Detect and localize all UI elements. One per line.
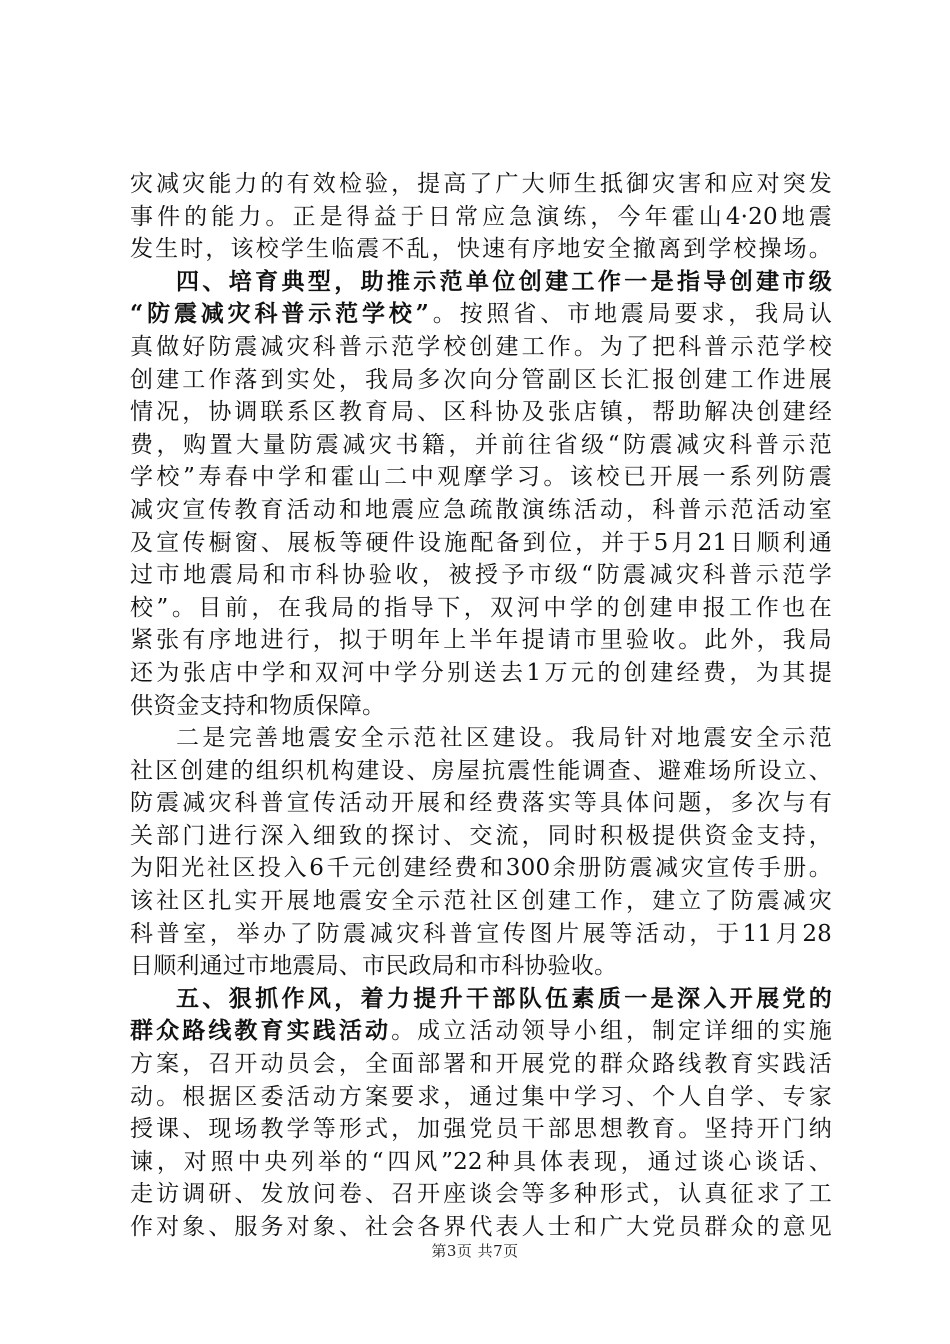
text-line: 灾减灾能力的有效检验，提高了广大师生抵御灾害和应对突发: [130, 171, 832, 197]
text-line: 情况，协调联系区教育局、区科协及张店镇，帮助解决创建经: [130, 399, 832, 426]
text-run: 。成立活动领导小组，制定详细的实施: [391, 1018, 832, 1045]
text-line: 紧张有序地进行，拟于明年上半年提请市里验收。此外，我局: [130, 627, 832, 654]
text-line: 为阳光社区投入6千元创建经费和300余册防震减灾宣传手册。: [130, 855, 832, 882]
text-line-mixed: [130, 298, 832, 331]
page-number-footer: 第3页 共7页: [431, 1242, 519, 1260]
section-subheading-bold: “防震减灾科普示范学校”: [130, 300, 430, 328]
text-line: 减灾宣传教育活动和地震应急疏散演练活动，科普示范活动室: [130, 496, 832, 523]
text-line: 科普室，举办了防震减灾科普宣传图片展等活动，于11月28: [130, 920, 832, 947]
text-line: 发生时，该校学生临震不乱，快速有序地安全撤离到学校操场。: [130, 236, 832, 263]
text-line: 作对象、服务对象、社会各界代表人士和广大党员群众的意见: [130, 1214, 832, 1240]
text-line: 事件的能力。正是得益于日常应急演练，今年霍山4·20地震: [130, 203, 832, 230]
text-line: 授课、现场教学等形式，加强党员干部思想教育。坚持开门纳: [130, 1116, 832, 1143]
text-line: 及宣传橱窗、展板等硬件设施配备到位，并于5月21日顺利通: [130, 529, 832, 556]
text-line: 动。根据区委活动方案要求，通过集中学习、个人自学、专家: [130, 1083, 832, 1110]
document-body: [130, 168, 832, 1244]
section-subheading-bold: 群众路线教育实践活动: [130, 1017, 392, 1045]
text-line: 防震减灾科普宣传活动开展和经费落实等具体问题，多次与有: [130, 790, 832, 817]
text-line: 真做好防震减灾科普示范学校创建工作。为了把科普示范学校: [130, 333, 832, 360]
text-line: 过市地震局和市科协验收，被授予市级“防震减灾科普示范学: [130, 562, 832, 589]
text-line-mixed: [130, 1015, 832, 1048]
text-line: 日顺利通过市地震局、市民政局和市科协验收。: [130, 953, 618, 980]
text-line: 走访调研、发放问卷、召开座谈会等多种形式，认真征求了工: [130, 1181, 832, 1208]
text-run: 。按照省、市地震局要求，我局认: [429, 301, 833, 328]
text-line: 费，购置大量防震减灾书籍，并前往省级“防震减灾科普示范: [130, 431, 832, 458]
text-line: 社区创建的组织机构建设、房屋抗震性能调查、避难场所设立、: [130, 757, 832, 784]
text-line: 方案，召开动员会，全面部署和开展党的群众路线教育实践活: [130, 1051, 832, 1078]
text-line: 学校”寿春中学和霍山二中观摩学习。该校已开展一系列防震: [130, 464, 832, 491]
text-line: 该社区扎实开展地震安全示范社区创建工作，建立了防震减灾: [130, 888, 832, 915]
section-heading-5: 五、狠抓作风，着力提升干部队伍素质一是深入开展党的: [176, 984, 832, 1012]
section-heading-4: 四、培育典型，助推示范单位创建工作一是指导创建市级: [176, 267, 832, 295]
text-line: 创建工作落到实处，我局多次向分管副区长汇报创建工作进展: [130, 366, 832, 393]
text-line: 关部门进行深入细致的探讨、交流，同时积极提供资金支持，: [130, 822, 832, 849]
text-line: 二是完善地震安全示范社区建设。我局针对地震安全示范: [176, 725, 832, 752]
text-line: 还为张店中学和双河中学分别送去1万元的创建经费，为其提: [130, 659, 832, 686]
text-line: 供资金支持和物质保障。: [130, 692, 386, 719]
text-line: 校”。目前，在我局的指导下，双河中学的创建申报工作也在: [130, 594, 832, 621]
text-line: 谏，对照中央列举的“四风”22种具体表现，通过谈心谈话、: [130, 1148, 832, 1175]
